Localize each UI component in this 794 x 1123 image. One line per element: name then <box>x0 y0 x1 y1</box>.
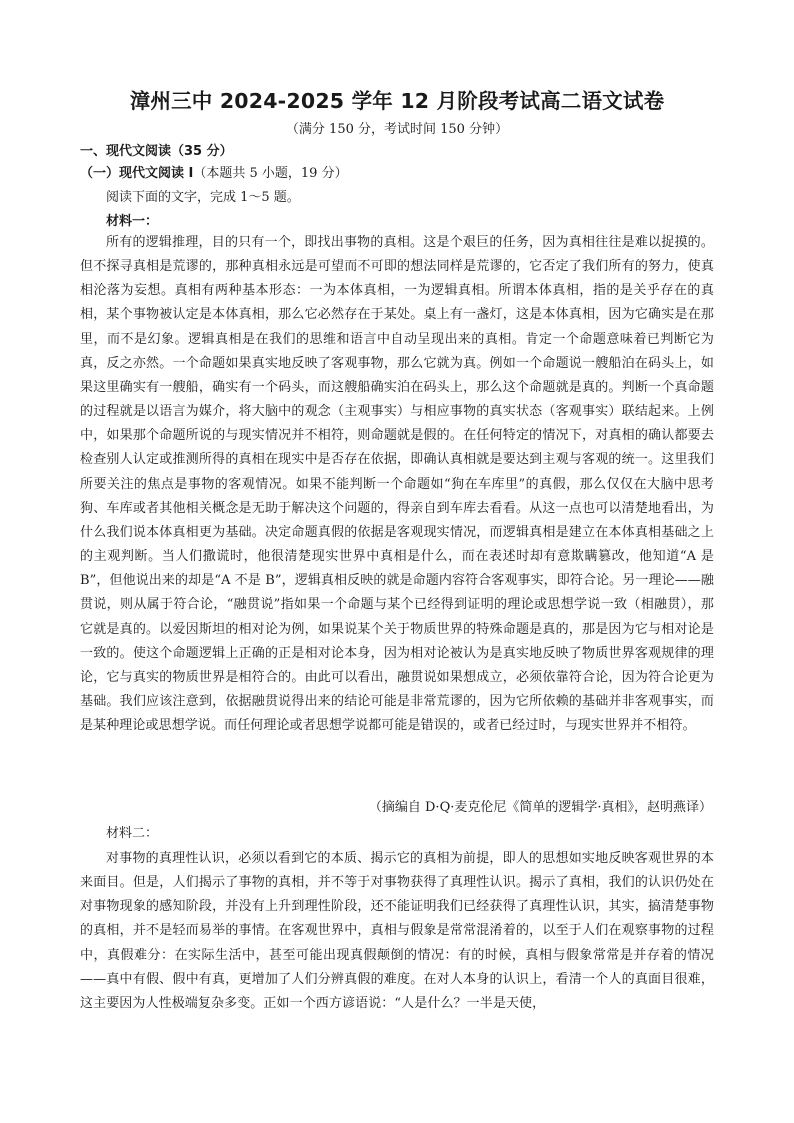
material-two-label: 材料二： <box>106 826 159 841</box>
exam-title: 漳州三中 2024-2025 学年 12 月阶段考试高二语文试卷 <box>129 89 665 113</box>
material-one-label-text: 材料一： <box>106 214 159 229</box>
subsection-heading <box>80 162 348 181</box>
subsection-note: （本题共 5 小题，19 分） <box>193 166 348 181</box>
reading-instruction: 阅读下面的文字，完成 1～5 题。 <box>106 190 300 205</box>
material-two-text: 对事物的真理性认识，必须以看到它的本质、揭示它的真相为前提，即人的思想如实地反映客观世界的本来面目。但是，人们揭示了事物的真相，并不等于对事物获得了真理性认识。揭示了真相，我们的认识仍处在对事物现象的感知阶段，并没有上升到理性阶段，还不能证明我们已经获得了真理性认识，其实，搞清楚事物的真相，并不是轻而易举的事情。在客观世界中，真相与假象是常常混淆着的，以至于人们在观察事物的过程中，真假难分：在实际生活中，甚至可能出现真假颠倒的情况：有的时候，真相与假象常常是并存着的情况——真中有假、假中有真，更增加了人们分辨真假的难度。在对人本身的认识上，看清一个人的真面目很难，这主要因为人性极端复杂多变。正如一个西方谚语说：“人是什么？一半是天使， <box>80 851 714 1011</box>
material-one-source: （摘编自 D·Q·麦克伦尼《简单的逻辑学·真相》，赵明燕译） <box>368 800 712 815</box>
material-one-label <box>106 210 158 229</box>
exam-subtitle: （满分 150 分，考试时间 150 分钟） <box>285 122 509 137</box>
subsection-label: （一）现代文阅读 I <box>80 166 194 181</box>
material-one-text: 所有的逻辑推理，目的只有一个，即找出事物的真相。这是个艰巨的任务，因为真相往往是难以捉摸的。但不探寻真相是荒谬的，那种真相永远是可望而不可即的想法同样是荒谬的，它否定了我们所有的努力，使真相沦落为妄想。真相有两种基本形态：一为本体真相，一为逻辑真相。所谓本体真相，指的是关乎存在的真相，某个事物被认定是本体真相，那么它必然存在于某处。桌上有一盏灯，这是本体真相，因为它确实是在那里，而不是幻象。逻辑真相是在我们的思维和语言中自动呈现出来的真相。肯定一个命题意味着已判断它为真，反之亦然。一个命题如果真实地反映了客观事物，那么它就为真。例如一个命题说一艘船泊在码头上，如果这里确实有一艘船，确实有一个码头，而这艘船确实泊在码头上，那么这个命题就是真的。判断一个真命题的过程就是以语言为媒介，将大脑中的观念（主观事实）与相应事物的真实状态（客观事实）联结起来。上例中，如果那个命题所说的与现实情况并不相符，则命题就是假的。在任何特定的情况下，对真相的确认都要去检查别人认定或推测所得的真相在现实中是否存在依据，即确认真相就是要达到主观与客观的统一。这里我们所要关注的焦点是事物的客观情况。如果不能判断一个命题如“狗在车库里”的真假，那么仅仅在大脑中思考狗、车库或者其他相关概念是无助于解决这个问题的，得亲自到车库去看看。从这一点也可以清楚地看出，为什么我们说本体真相更为基础。决定命题真假的依据是客观现实情况，而逻辑真相是建立在本体真相基础之上的主观判断。当人们撒谎时，他很清楚现实世界中真相是什么，而在表述时却有意欺瞒篡改，他知道“A 是 B”，但他说出来的却是“A 不是 B”，逻辑真相反映的就是命题内容符合客观事实，即符合论。另一理论——融贯说，则从属于符合论，“融贯说”指如果一个命题与某个已经得到证明的理论或思想学说一致（相融贯），那它就是真的。以爱因斯坦的相对论为例，如果说某个关于物质世界的特殊命题是真的，那是因为它与相对论是一致的。使这个命题逻辑上正确的正是相对论本身，因为相对论被认为是真实地反映了物质世界客观规律的理论，它与真实的物质世界是相符合的。由此可以看出，融贯说如果想成立，必须依靠符合论，因为符合论更为基础。我们应该注意到，依据融贯说得出来的结论可能是非常荒谬的，因为它所依赖的基础并非客观事实，而是某种理论或思想学说。而任何理论或者思想学说都可能是错误的，或者已经过时，与现实世界并不相符。 <box>80 235 714 734</box>
section-heading <box>80 140 233 159</box>
section-heading-text: 一、现代文阅读（35 分） <box>80 144 233 159</box>
